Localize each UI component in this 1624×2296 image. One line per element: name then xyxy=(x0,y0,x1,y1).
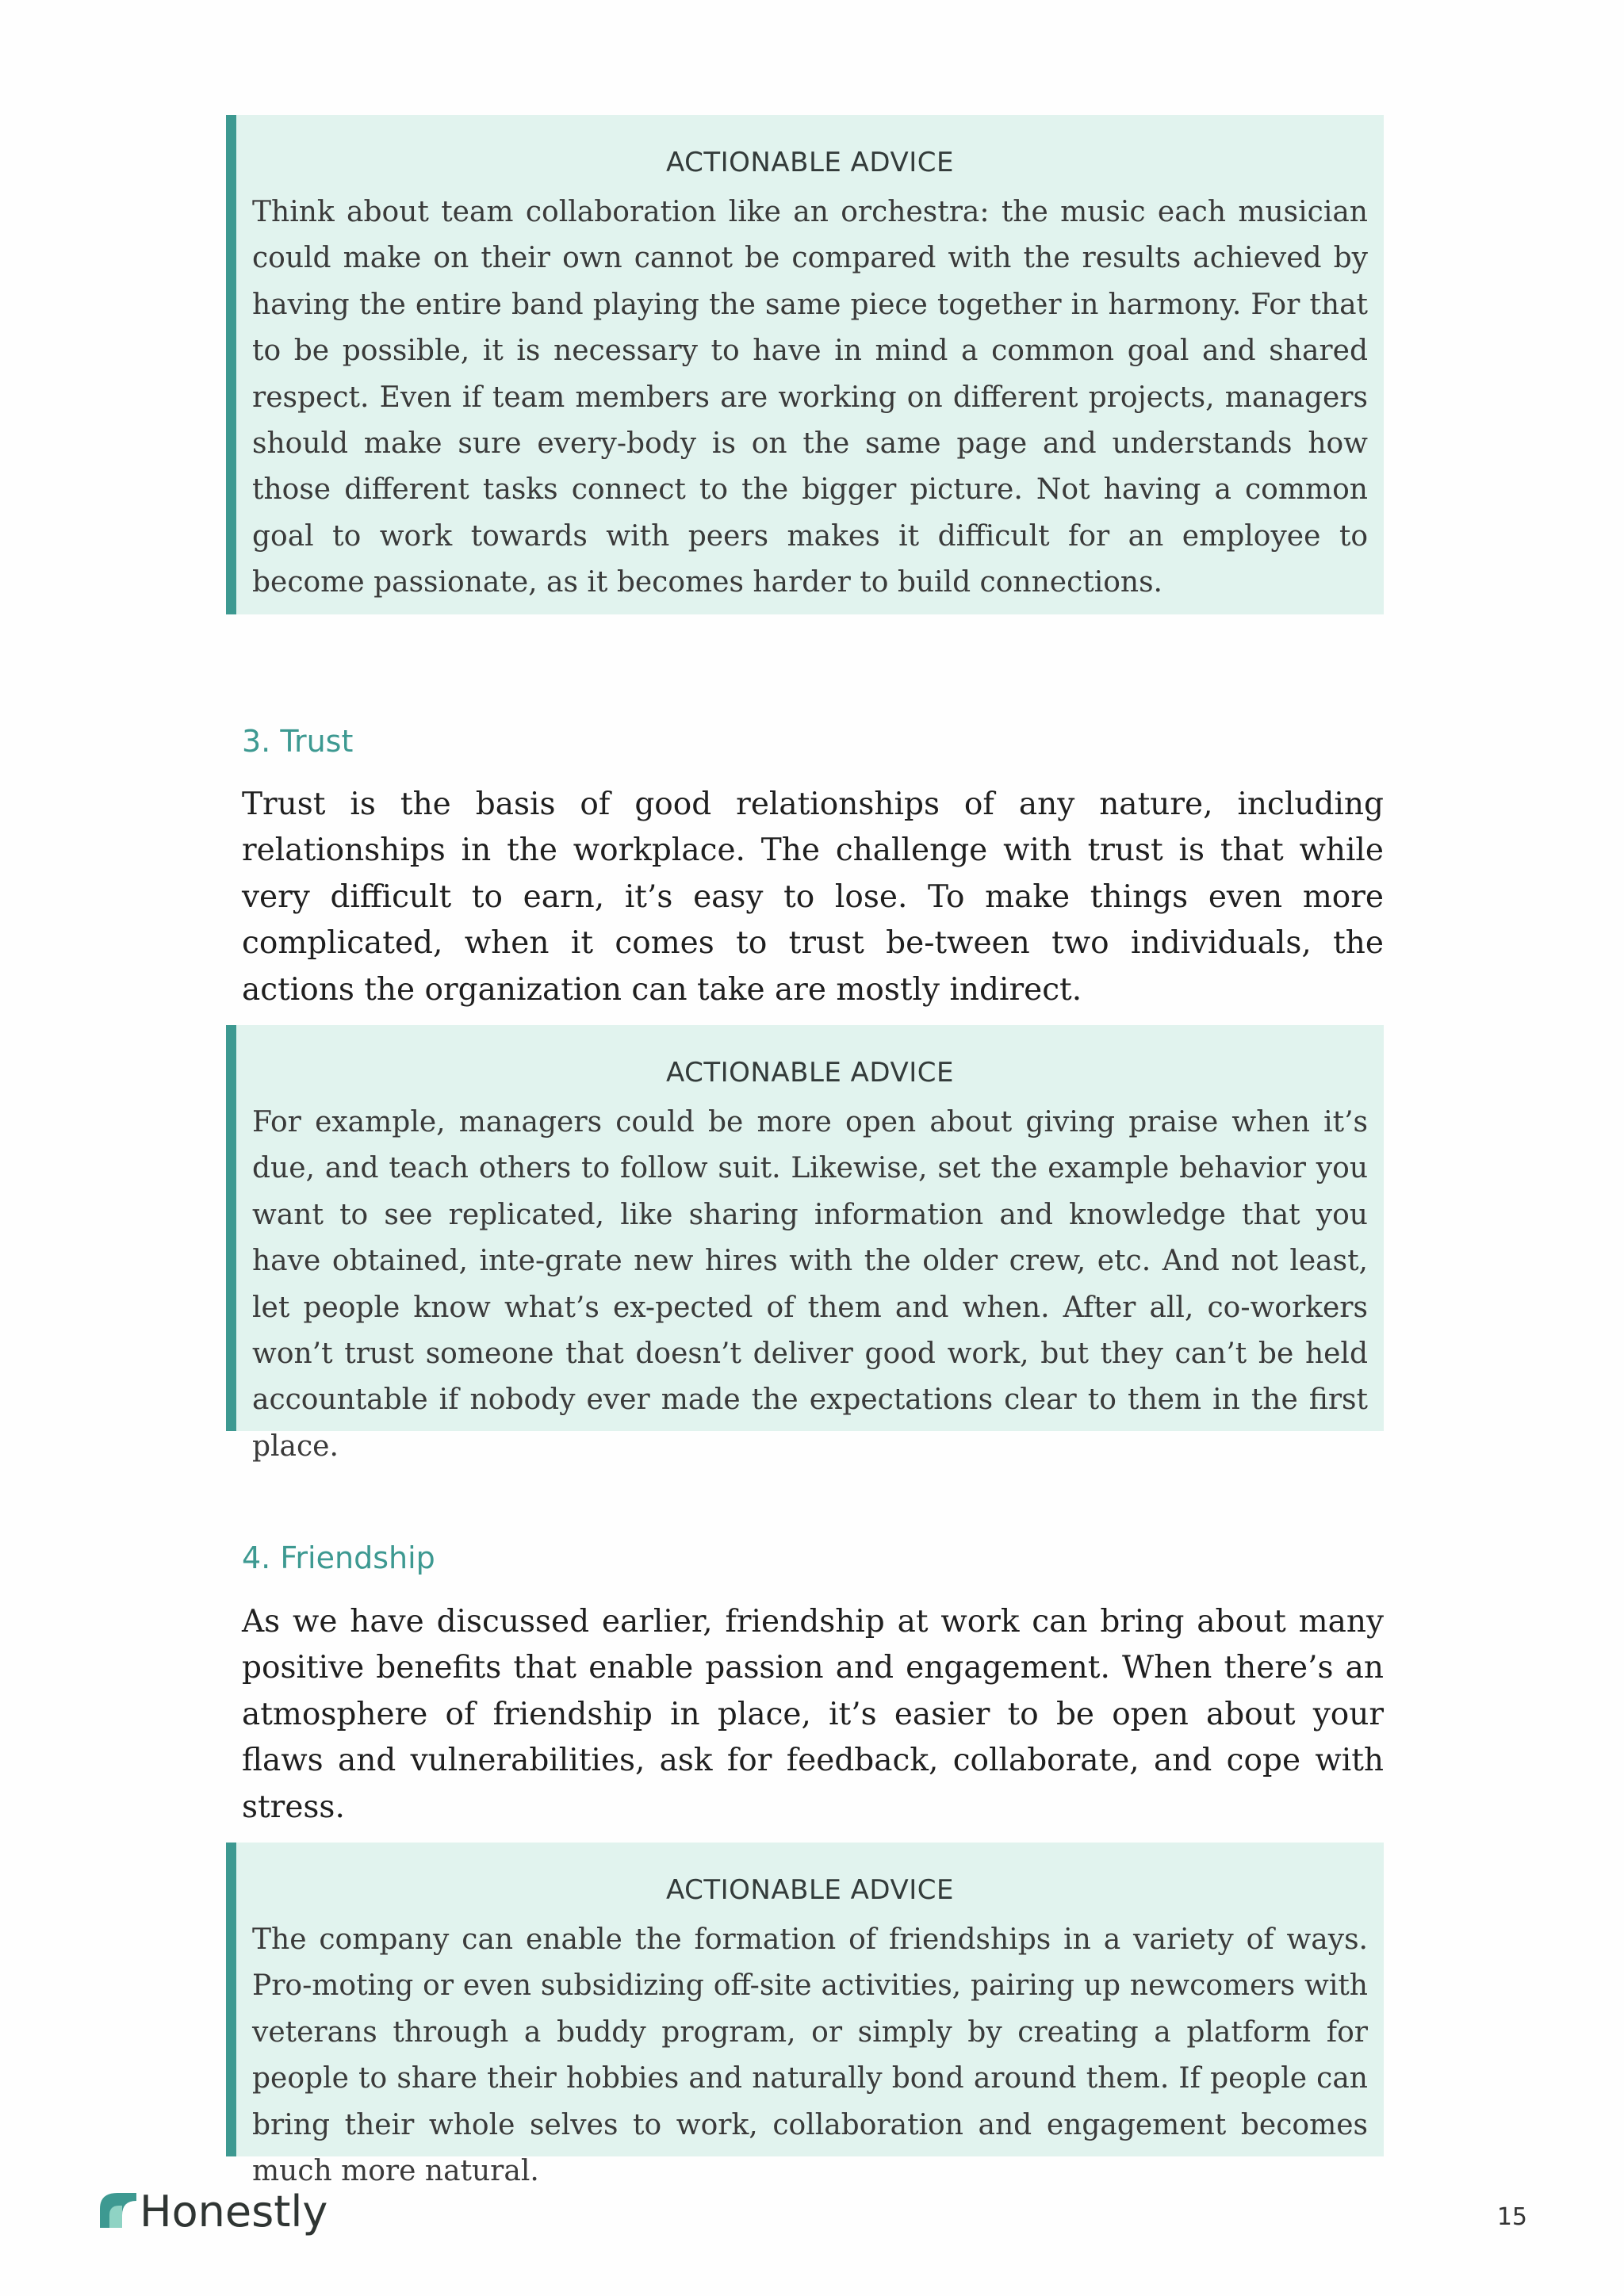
actionable-advice-box xyxy=(226,1843,1384,2188)
actionable-advice-box xyxy=(226,115,1384,614)
advice-body: Think about team collaboration like an orchestra: the music each musician could make on their own cannot be compared with the results achieved by having the entire band playing the same piece together in harmony. For that to be possible, it is necessary to have in mind a common goal and shared respect. Even if team members are working on different projects, managers should make sure every-body is on the same page and understands how those different tasks connect to the bigger picture. Not having a common goal to work towards with peers makes it difficult for an employee to become passionate, as it becomes harder to build connections. xyxy=(252,196,1368,599)
honestly-logo-icon xyxy=(98,2191,138,2233)
advice-body: The company can enable the formation of friendships in a variety of ways. Pro-moting or even subsidizing off-site activities, pairing up newcomers with veterans through a buddy program, or simply by creating a platform for people to share their hobbies and naturally bond around them. If people can bring their whole selves to work, collaboration and engagement becomes much more natural. xyxy=(252,1923,1368,2188)
advice-body: For example, managers could be more open about giving praise when it’s due, and teach others to follow suit. Likewise, set the example behavior you want to see replicated, like sharing information and knowledge that you have obtained, inte-grate new hires with the older crew, etc. And not least, let people know what’s ex-pected of them and when. After all, co-workers won’t trust someone that doesn’t deliver good work, but they can’t be held accountable if nobody ever made the expectations clear to them in the first place. xyxy=(252,1106,1368,1463)
section-body-friendship: As we have discussed earlier, friendship at work can bring about many positive benefits that enable passion and engagement. When there’s an atmosphere of friendship in place, it’s easier to be open about your flaws and vulnerabilities, ask for feedback, collaborate, and cope with stress. xyxy=(242,1604,1384,1825)
advice-heading: ACTIONABLE ADVICE xyxy=(665,147,955,178)
advice-heading: ACTIONABLE ADVICE xyxy=(665,1057,955,1089)
honestly-logo xyxy=(98,2187,327,2237)
advice-heading: ACTIONABLE ADVICE xyxy=(665,1874,955,1906)
actionable-advice-box xyxy=(226,1025,1384,1463)
logo-text: Honestly xyxy=(140,2187,328,2237)
page-number: 15 xyxy=(1496,2203,1527,2231)
section-title-trust: 3. Trust xyxy=(242,724,354,759)
section-title-friendship: 4. Friendship xyxy=(242,1540,435,1575)
section-body-trust: Trust is the basis of good relationships of any nature, including relationships in the workplace. The challenge with trust is that while very difficult to earn, it’s easy to lose. To make things even more complicated, when it comes to trust be-tween two individuals, the actions the organization can take are mostly indirect. xyxy=(242,786,1384,1008)
